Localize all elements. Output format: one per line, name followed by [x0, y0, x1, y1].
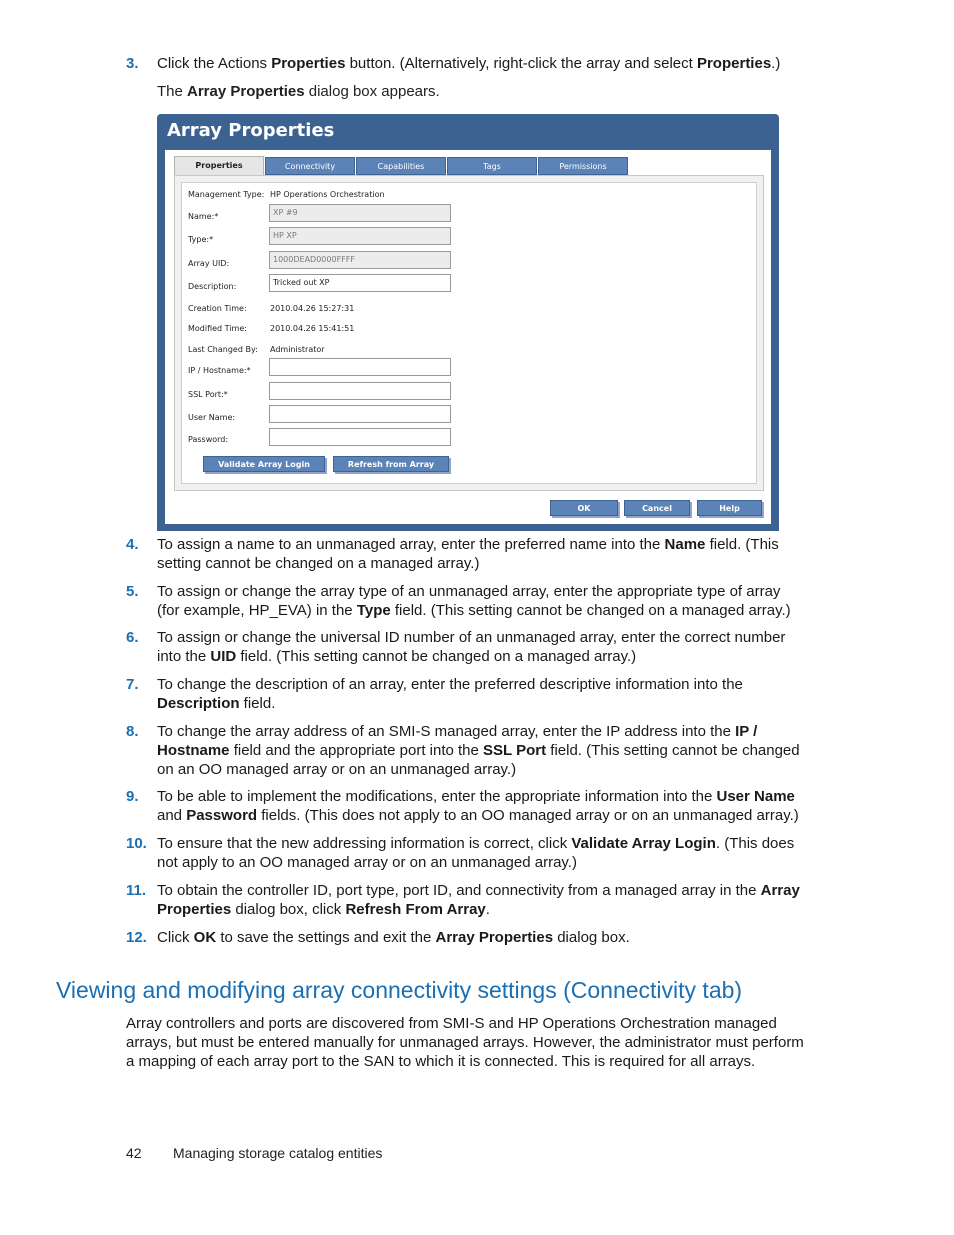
- step-number: 12.: [126, 929, 147, 946]
- tab-tags[interactable]: Tags: [447, 157, 537, 175]
- tab-capabilities[interactable]: Capabilities: [356, 157, 446, 175]
- cancel-button[interactable]: Cancel: [624, 500, 690, 516]
- name-field[interactable]: XP #9: [269, 204, 451, 222]
- creation-time-label: Creation Time:: [188, 304, 247, 313]
- description-field[interactable]: Tricked out XP: [269, 274, 451, 292]
- step-number: 4.: [126, 536, 139, 553]
- step-11: 11. To obtain the controller ID, port type, port ID, and connectivity from a managed array in the Array Properties dialog box, click Refresh From Array.: [126, 882, 800, 918]
- array-uid-label: Array UID:: [188, 259, 230, 268]
- tab-properties[interactable]: Properties: [174, 156, 264, 176]
- step-number: 9.: [126, 788, 139, 805]
- password-label: Password:: [188, 435, 229, 444]
- management-type-value: HP Operations Orchestration: [270, 190, 385, 199]
- dialog-appears-note: The Array Properties dialog box appears.: [157, 83, 440, 100]
- step-8: 8. To change the array address of an SMI-S managed array, enter the IP address into the IP / Hostname field and the appropriate port into the SSL Port field. (This setting cannot be changed on an OO managed array or on an unmanaged array.): [126, 723, 800, 778]
- page-number: 42: [126, 1145, 142, 1161]
- ip-hostname-label: IP / Hostname:*: [188, 366, 251, 375]
- user-name-field[interactable]: [269, 405, 451, 423]
- type-label: Type:*: [188, 235, 214, 244]
- tab-connectivity[interactable]: Connectivity: [265, 157, 355, 175]
- array-uid-field[interactable]: 1000DEAD0000FFFF: [269, 251, 451, 269]
- step-9: 9. To be able to implement the modifications, enter the appropriate information into the User Name and Password fields. (This does not apply to an OO managed array or on an unmanaged array.): [126, 788, 799, 824]
- step-7: 7. To change the description of an array, enter the preferred descriptive information into the Description field.: [126, 676, 743, 712]
- last-changed-by-value: Administrator: [270, 345, 325, 354]
- creation-time-value: 2010.04.26 15:27:31: [270, 304, 355, 313]
- step-3: 3. Click the Actions Properties button. (Alternatively, right-click the array and select Properties.): [126, 55, 781, 72]
- dialog-body: [165, 150, 771, 524]
- dialog-title: Array Properties: [167, 120, 335, 141]
- step-number: 5.: [126, 583, 139, 600]
- description-label: Description:: [188, 282, 237, 291]
- step-5: 5. To assign or change the array type of an unmanaged array, enter the appropriate type of array (for example, HP_EVA) in the Type field. (This setting cannot be changed on a managed array.): [126, 583, 791, 619]
- ssl-port-label: SSL Port:*: [188, 390, 228, 399]
- step-number: 11.: [126, 882, 147, 899]
- footer-chapter-title: Managing storage catalog entities: [173, 1145, 383, 1161]
- array-properties-dialog: [157, 114, 779, 531]
- section-paragraph: Array controllers and ports are discovered from SMI-S and HP Operations Orchestration managed arrays, but must be entered manually for unmanaged arrays. However, the administrator must perform a mapping of each array port to the SAN to which it is connected. This is required for all arrays.: [126, 1015, 804, 1070]
- last-changed-by-label: Last Changed By:: [188, 345, 258, 354]
- validate-array-login-button[interactable]: Validate Array Login: [203, 456, 325, 472]
- step-number: 6.: [126, 629, 139, 646]
- modified-time-label: Modified Time:: [188, 324, 247, 333]
- tab-permissions[interactable]: Permissions: [538, 157, 628, 175]
- help-button[interactable]: Help: [697, 500, 762, 516]
- step-10: 10. To ensure that the new addressing information is correct, click Validate Array Login. (This does not apply to an OO managed array or on an unmanaged array.): [126, 835, 795, 871]
- step-6: 6. To assign or change the universal ID number of an unmanaged array, enter the correct number into the UID field. (This setting cannot be changed on a managed array.): [126, 629, 786, 665]
- name-label: Name:*: [188, 212, 219, 221]
- refresh-from-array-button[interactable]: Refresh from Array: [333, 456, 449, 472]
- step-12: 12. Click OK to save the settings and exit the Array Properties dialog box.: [126, 929, 630, 946]
- ip-hostname-field[interactable]: [269, 358, 451, 376]
- step-number: 8.: [126, 723, 139, 740]
- step-number: 7.: [126, 676, 139, 693]
- management-type-label: Management Type:: [188, 190, 265, 199]
- user-name-label: User Name:: [188, 413, 236, 422]
- section-heading: Viewing and modifying array connectivity settings (Connectivity tab): [56, 977, 743, 1003]
- type-field[interactable]: HP XP: [269, 227, 451, 245]
- properties-form: [181, 182, 757, 484]
- ssl-port-field[interactable]: [269, 382, 451, 400]
- properties-panel: [174, 175, 764, 491]
- ok-button[interactable]: OK: [550, 500, 618, 516]
- password-field[interactable]: [269, 428, 451, 446]
- step-number: 10.: [126, 835, 147, 852]
- modified-time-value: 2010.04.26 15:41:51: [270, 324, 355, 333]
- step-4: 4. To assign a name to an unmanaged array, enter the preferred name into the Name field. (This setting cannot be changed on a managed array.): [126, 536, 779, 572]
- step-number: 3.: [126, 55, 139, 72]
